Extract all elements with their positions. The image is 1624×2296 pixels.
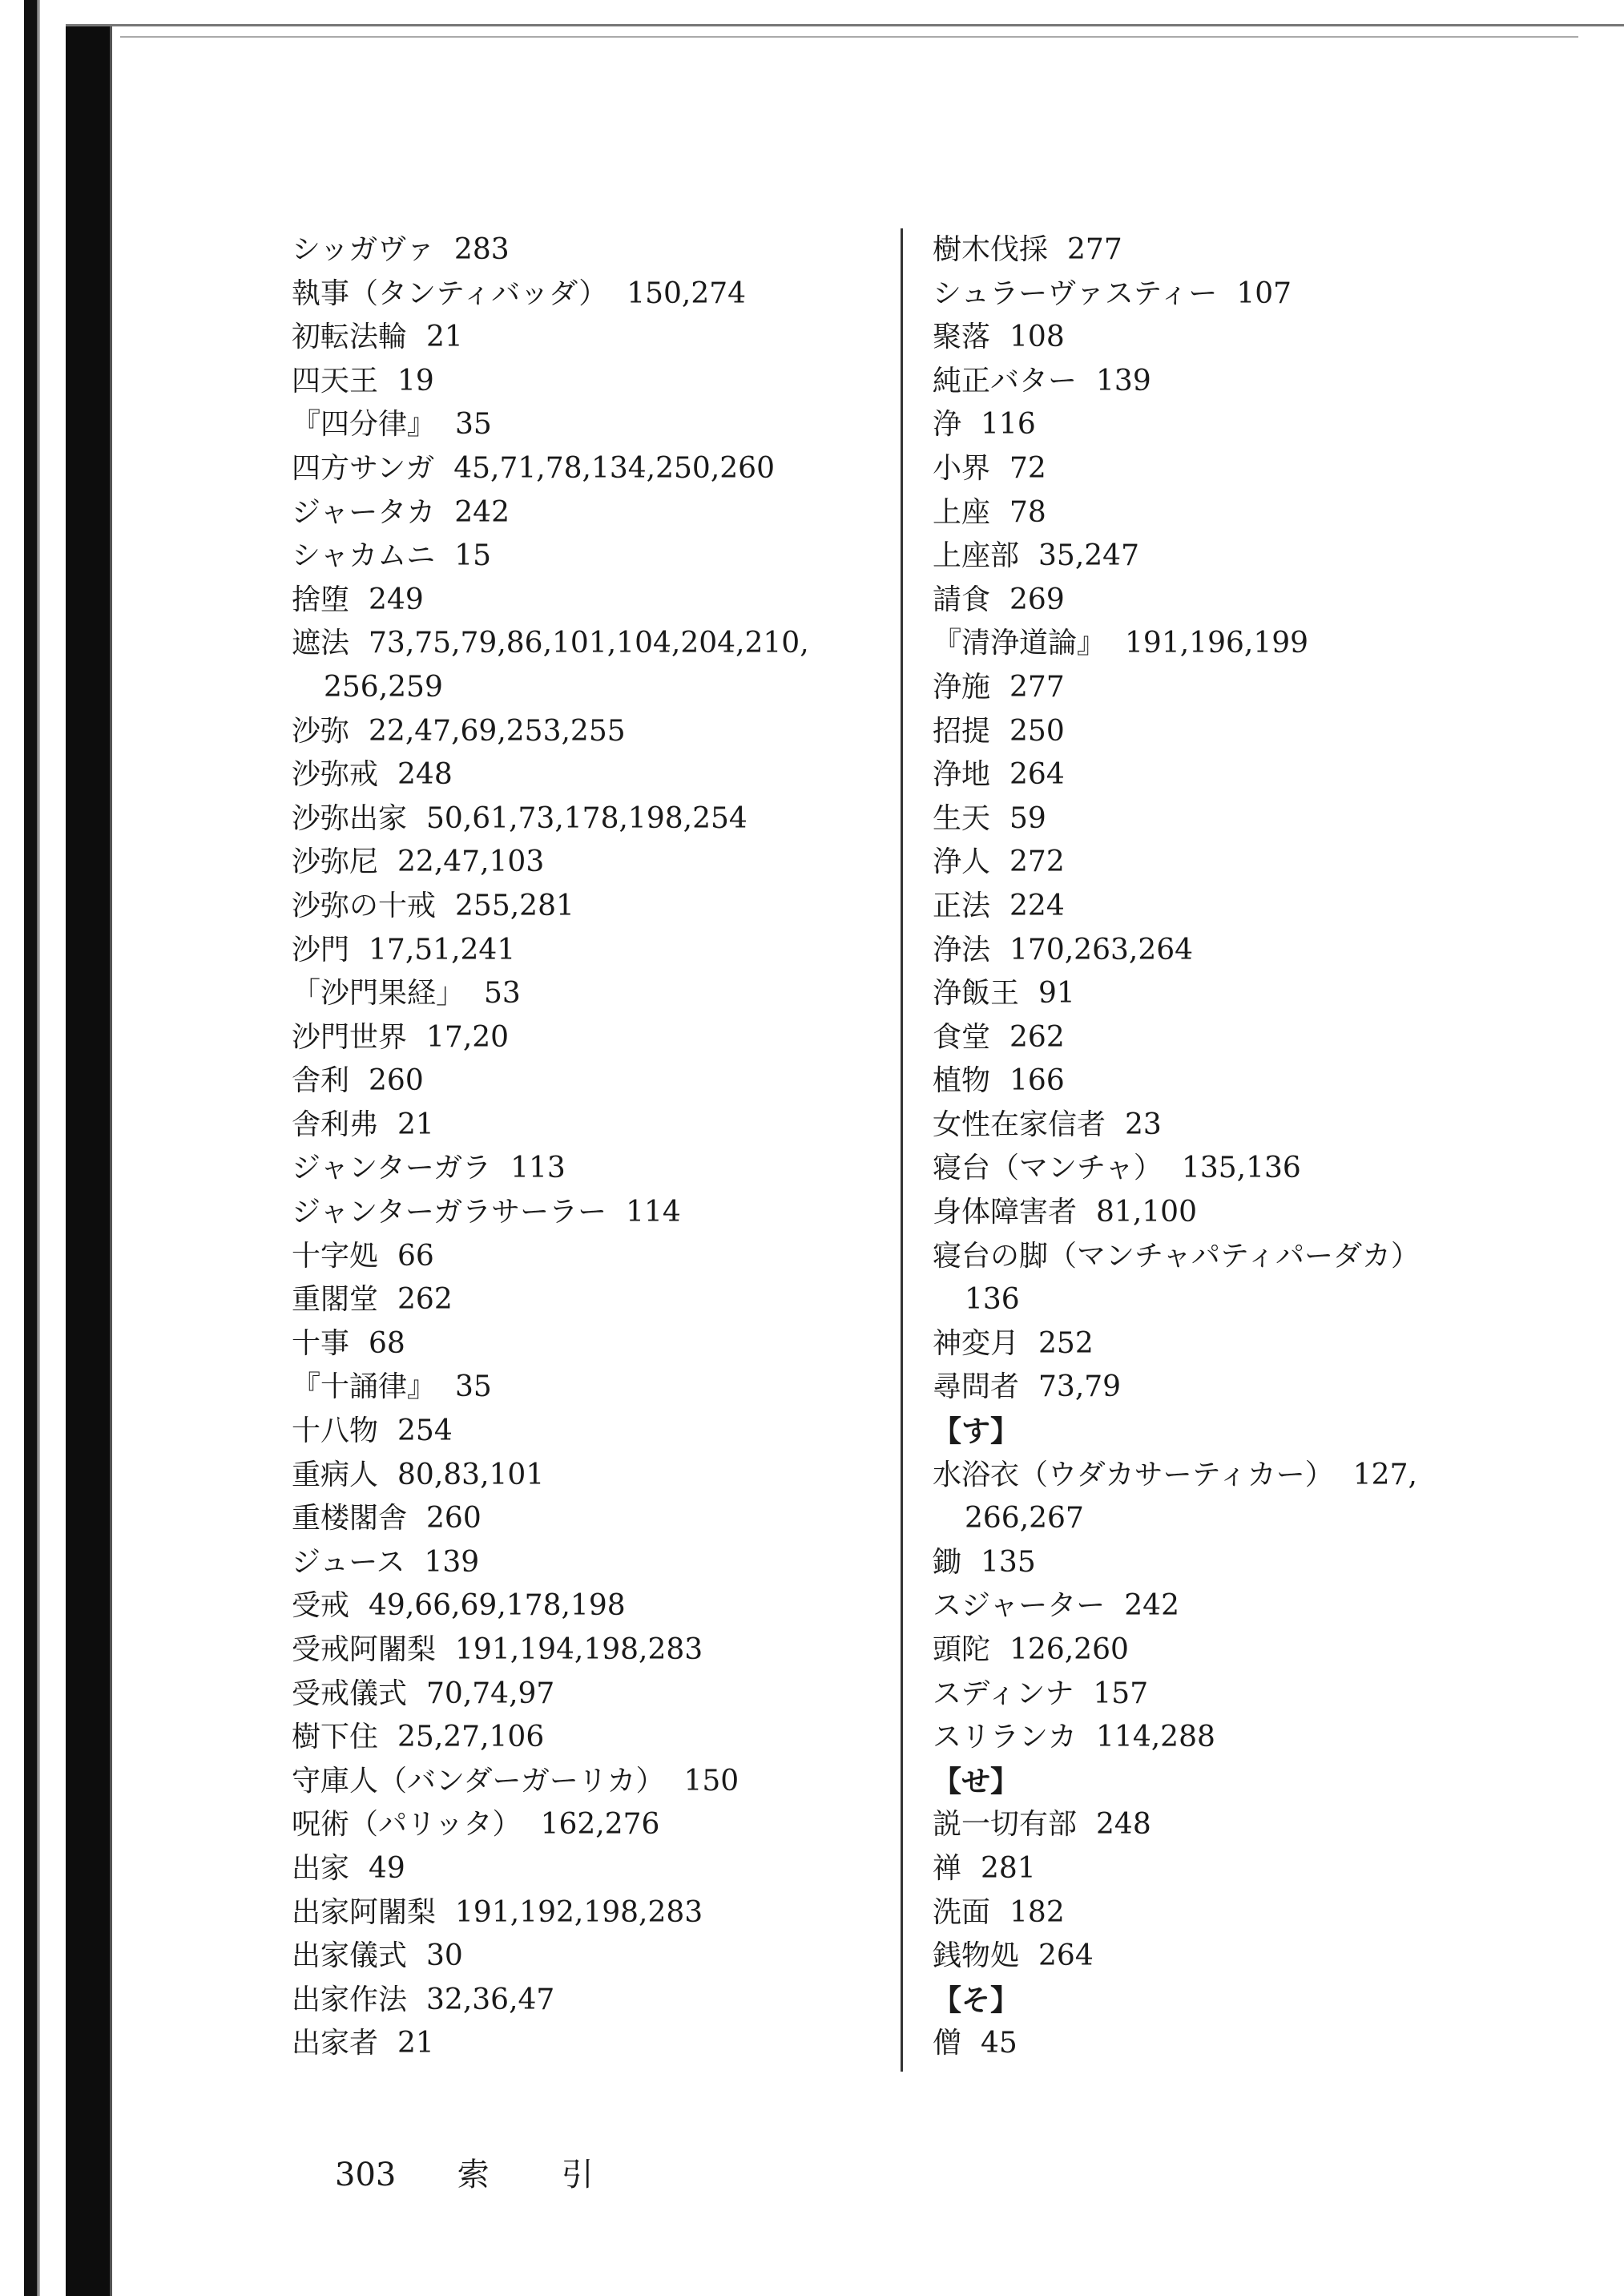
index-term: 僧: [933, 2027, 962, 2060]
index-term: 招提: [933, 714, 991, 748]
index-pages-continued: 256,259: [324, 670, 443, 704]
index-entry: [292, 1541, 868, 1585]
index-term: ジャンターガラサーラー: [292, 1196, 607, 1229]
index-term: 身体障害者: [933, 1196, 1078, 1229]
index-entry: [292, 316, 868, 360]
index-pages: 127,: [1352, 1458, 1417, 1491]
index-pages: 264: [1009, 758, 1065, 792]
index-entry: [933, 535, 1461, 579]
index-entry: [292, 1235, 868, 1279]
index-entry: [933, 1059, 1461, 1104]
index-term: スリランカ: [933, 1721, 1078, 1754]
index-pages-continued: 266,267: [965, 1502, 1084, 1535]
index-term: 遮法: [292, 627, 350, 660]
index-pages: 248: [1096, 1808, 1151, 1842]
index-pages: 272: [1009, 845, 1065, 879]
index-entry: [933, 885, 1461, 929]
index-entry: [933, 403, 1461, 447]
index-term: 重楼閣舎: [292, 1502, 408, 1535]
running-footer-label: 索引: [457, 2157, 666, 2193]
index-pages: 283: [453, 233, 510, 266]
index-term: 純正バター: [933, 364, 1078, 397]
index-term: 沙弥戒: [292, 758, 379, 792]
index-term: ジャータカ: [292, 495, 436, 529]
index-section-heading: 【そ】: [933, 1983, 1020, 2017]
index-pages: 49: [369, 1851, 405, 1885]
index-entry: [933, 1147, 1461, 1191]
index-pages: 166: [1009, 1064, 1065, 1098]
index-entry: [933, 753, 1461, 797]
index-term: 沙弥出家: [292, 801, 408, 835]
page-gutter: [66, 24, 110, 2296]
index-term: 十八物: [292, 1414, 379, 1448]
index-term: 生天: [933, 801, 991, 835]
index-entry: [933, 1541, 1461, 1585]
index-pages: 35: [455, 1370, 492, 1404]
index-pages: 248: [397, 758, 453, 792]
index-entry: [292, 272, 868, 317]
index-term: 頭陀: [933, 1633, 991, 1666]
index-term: 樹下住: [292, 1721, 379, 1754]
page-top-edge: [66, 24, 1624, 26]
index-pages: 250: [1009, 714, 1065, 748]
index-pages-continued: 136: [965, 1283, 1020, 1317]
index-term: 聚落: [933, 321, 991, 354]
index-term: 受戒: [292, 1589, 350, 1623]
index-entry: [933, 1716, 1461, 1760]
index-entry: [292, 1497, 868, 1541]
index-pages: 30: [426, 1939, 463, 1973]
index-term: 説一切有部: [933, 1808, 1078, 1842]
index-entry: [292, 403, 868, 447]
index-entry: [292, 1673, 868, 1717]
index-term: 植物: [933, 1064, 991, 1098]
index-term: 小界: [933, 451, 991, 485]
index-term: シッガヴァ: [292, 233, 435, 266]
index-entry: [933, 1322, 1461, 1366]
index-term: 『清浄道論』: [933, 627, 1106, 660]
index-entry: [292, 2022, 868, 2066]
binding-edge: [24, 0, 37, 2296]
index-term: スジャーター: [933, 1589, 1106, 1623]
index-term: 出家作法: [292, 1983, 408, 2016]
index-entry: [933, 1628, 1461, 1673]
index-entry: [933, 1454, 1461, 1498]
index-term: 洗面: [933, 1895, 991, 1929]
index-entry: [292, 972, 868, 1016]
index-entry: [933, 447, 1461, 491]
index-entry: [933, 1673, 1461, 1717]
index-entry: [933, 666, 1461, 710]
index-term: 舎利弗: [292, 1108, 379, 1141]
index-entry: [292, 1979, 868, 2023]
index-entry: [933, 1235, 1461, 1279]
index-entry: [292, 1016, 868, 1060]
index-term: 『四分律』: [292, 408, 437, 442]
index-entry: [292, 1454, 868, 1498]
index-pages: 264: [1038, 1939, 1094, 1973]
index-pages: 72: [1009, 451, 1046, 485]
index-pages: 21: [397, 2027, 434, 2060]
index-pages: 22,47,69,253,255: [369, 714, 626, 748]
index-entry: [292, 1410, 868, 1454]
index-entry: [292, 535, 868, 579]
index-term: 「沙門果経」: [292, 977, 465, 1011]
index-term: 守庫人（バンダーガーリカ）: [292, 1764, 665, 1798]
index-pages: 269: [1009, 583, 1065, 616]
index-term: 執事（タンティバッダ）: [292, 276, 608, 310]
index-entry: [292, 1191, 868, 1235]
index-term: 請食: [933, 583, 991, 616]
index-entry: [933, 1847, 1461, 1891]
index-term: 浄法: [933, 933, 991, 966]
index-pages: 15: [454, 539, 492, 573]
index-term: 出家阿闍梨: [292, 1895, 437, 1929]
index-pages: 135: [981, 1545, 1036, 1579]
index-pages: 68: [369, 1326, 405, 1360]
index-pages: 191,192,198,283: [455, 1895, 703, 1929]
index-entry: [933, 360, 1461, 404]
index-pages: 114: [626, 1196, 681, 1229]
index-term: 舎利: [292, 1064, 350, 1098]
index-term: 正法: [933, 889, 991, 922]
index-term: 沙弥: [292, 714, 350, 748]
index-entry: [292, 841, 868, 885]
index-term: 出家儀式: [292, 1939, 408, 1973]
index-term: 十事: [292, 1326, 350, 1360]
index-entry: [933, 228, 1461, 272]
index-pages: 70,74,97: [426, 1677, 555, 1710]
index-term: 食堂: [933, 1020, 991, 1054]
index-term: 水浴衣（ウダカサーティカー）: [933, 1458, 1334, 1491]
index-term: 浄人: [933, 845, 991, 879]
index-term: 重病人: [292, 1458, 379, 1491]
index-entry: [933, 1104, 1461, 1148]
index-pages: 262: [1009, 1020, 1065, 1054]
index-section-heading: 【せ】: [933, 1764, 1020, 1798]
index-pages: 277: [1009, 670, 1065, 704]
index-term: シュラーヴァスティー: [933, 276, 1218, 310]
index-entry: [292, 1584, 868, 1628]
index-term: 『十誦律』: [292, 1370, 437, 1404]
index-pages: 281: [981, 1851, 1036, 1885]
index-term: 神変月: [933, 1326, 1020, 1360]
index-pages: 80,83,101: [397, 1458, 545, 1491]
index-entry: [292, 1278, 868, 1322]
index-term: 沙門: [292, 933, 350, 966]
index-column-left: [292, 228, 868, 2066]
index-pages: 191,196,199: [1125, 627, 1309, 660]
index-term: 初転法輪: [292, 321, 408, 354]
index-entry: [933, 1891, 1461, 1935]
index-term: 上座: [933, 495, 991, 529]
index-pages: 182: [1009, 1895, 1065, 1929]
index-pages: 22,47,103: [397, 845, 545, 879]
index-term: 重閣堂: [292, 1283, 379, 1317]
index-pages: 17,20: [426, 1020, 510, 1054]
index-pages: 73,75,79,86,101,104,204,210,: [369, 627, 809, 660]
index-pages: 242: [454, 495, 510, 529]
index-pages: 23: [1125, 1108, 1162, 1141]
index-pages: 113: [510, 1152, 566, 1185]
index-pages: 59: [1009, 801, 1046, 835]
index-term: 十字処: [292, 1239, 379, 1273]
index-pages: 260: [369, 1064, 424, 1098]
index-term: 浄地: [933, 758, 991, 792]
index-term: 沙門世界: [292, 1020, 408, 1054]
index-term: 鋤: [933, 1545, 962, 1579]
index-entry: [292, 579, 868, 623]
index-entry: [933, 710, 1461, 754]
index-term: ジュース: [292, 1545, 405, 1579]
index-pages: 150,274: [627, 276, 747, 310]
index-entry: [292, 1891, 868, 1935]
index-term: 浄施: [933, 670, 991, 704]
index-entry: [292, 1322, 868, 1366]
index-pages: 277: [1067, 233, 1122, 266]
index-entry: [292, 797, 868, 841]
index-term: 寝台の脚（マンチャパティパーダカ）: [933, 1239, 1420, 1273]
index-entry: [292, 1628, 868, 1673]
index-entry: [933, 1935, 1461, 1979]
index-entry: [292, 491, 868, 535]
index-pages: 108: [1009, 321, 1065, 354]
index-pages: 170,263,264: [1009, 933, 1194, 966]
index-entry: [292, 1716, 868, 1760]
index-entry: [933, 622, 1461, 666]
index-pages: 35,247: [1038, 539, 1139, 573]
index-pages: 262: [397, 1283, 453, 1317]
index-pages: 150: [683, 1764, 739, 1798]
index-entry: [292, 1104, 868, 1148]
index-pages: 49,66,69,178,198: [369, 1589, 626, 1623]
index-pages: 53: [484, 977, 521, 1011]
index-pages: 81,100: [1096, 1196, 1197, 1229]
index-term: 銭物処: [933, 1939, 1020, 1973]
index-entry: [933, 579, 1461, 623]
index-pages: 73,79: [1038, 1370, 1122, 1404]
index-pages: 21: [426, 321, 463, 354]
index-entry: [292, 753, 868, 797]
index-pages: 35: [455, 408, 492, 442]
index-pages: 32,36,47: [426, 1983, 555, 2016]
index-term: 浄: [933, 408, 962, 442]
index-pages: 139: [424, 1545, 480, 1579]
index-term: 受戒阿闍梨: [292, 1633, 437, 1666]
index-entry: [933, 2022, 1461, 2066]
page-gutter-edge: [110, 24, 112, 2296]
index-entry: [933, 1016, 1461, 1060]
index-entry: [933, 316, 1461, 360]
index-pages: 107: [1236, 276, 1292, 310]
index-entry: [292, 447, 868, 491]
index-term: 樹木伐採: [933, 233, 1049, 266]
index-section-heading: 【す】: [933, 1414, 1020, 1449]
index-entry: [933, 491, 1461, 535]
index-entry: [292, 929, 868, 973]
index-term: 浄飯王: [933, 977, 1020, 1011]
index-term: 上座部: [933, 539, 1020, 573]
index-pages: 260: [426, 1502, 482, 1535]
index-term: 四天王: [292, 364, 379, 397]
index-entry: [933, 1803, 1461, 1847]
index-column-right: [933, 228, 1461, 2066]
index-pages: 114,288: [1096, 1721, 1215, 1754]
index-entry: [933, 841, 1461, 885]
index-pages: 78: [1009, 495, 1046, 529]
index-entry: [933, 272, 1461, 317]
index-pages: 254: [397, 1414, 453, 1448]
index-pages: 126,260: [1009, 1633, 1129, 1666]
page-number: 303: [335, 2157, 397, 2193]
index-term: 受戒儀式: [292, 1677, 408, 1710]
index-pages: 116: [981, 408, 1036, 442]
index-entry: [292, 885, 868, 929]
index-entry: [933, 1366, 1461, 1410]
index-entry: [933, 1584, 1461, 1628]
index-pages: 91: [1038, 977, 1075, 1011]
index-entry: [292, 1366, 868, 1410]
index-pages: 19: [397, 364, 434, 397]
index-entry: [933, 797, 1461, 841]
index-pages: 252: [1038, 1326, 1094, 1360]
index-term: スディンナ: [933, 1677, 1074, 1710]
index-pages: 17,51,241: [369, 933, 516, 966]
index-entry: [292, 228, 868, 272]
index-term: 沙弥尼: [292, 845, 379, 879]
index-pages: 162,276: [540, 1808, 660, 1842]
column-divider: [901, 228, 903, 2072]
index-term: 出家者: [292, 2027, 379, 2060]
index-entry: [292, 1847, 868, 1891]
index-pages: 242: [1124, 1589, 1179, 1623]
index-term: 禅: [933, 1851, 962, 1885]
index-pages: 45: [981, 2027, 1018, 2060]
index-entry: [933, 1191, 1461, 1235]
index-pages: 25,27,106: [397, 1721, 545, 1754]
index-pages: 45,71,78,134,250,260: [453, 451, 775, 485]
index-pages: 224: [1009, 889, 1065, 922]
index-pages: 139: [1096, 364, 1151, 397]
page-top-edge-inner: [120, 36, 1578, 38]
index-entry: [292, 1760, 868, 1804]
index-entry: [933, 929, 1461, 973]
index-pages: 249: [369, 583, 424, 616]
index-pages: 66: [397, 1239, 434, 1273]
index-term: ジャンターガラ: [292, 1152, 492, 1185]
page-footer: [335, 2149, 666, 2195]
index-pages: 135,136: [1181, 1152, 1301, 1185]
index-term: 尋問者: [933, 1370, 1020, 1404]
index-term: 出家: [292, 1851, 350, 1885]
index-pages: 157: [1093, 1677, 1149, 1710]
index-term: 四方サンガ: [292, 451, 435, 485]
index-term: シャカムニ: [292, 539, 436, 573]
index-term: 呪術（パリッタ）: [292, 1808, 522, 1842]
index-term: 女性在家信者: [933, 1108, 1106, 1141]
index-pages: 191,194,198,283: [455, 1633, 703, 1666]
index-entry: [292, 710, 868, 754]
index-term: 沙弥の十戒: [292, 889, 437, 922]
index-term: 捨堕: [292, 583, 350, 616]
index-pages: 255,281: [455, 889, 574, 922]
index-entry: [292, 1147, 868, 1191]
index-entry: [933, 972, 1461, 1016]
index-pages: 50,61,73,178,198,254: [426, 801, 748, 835]
index-entry: [292, 1059, 868, 1104]
binding-shadow: [37, 0, 40, 2296]
index-pages: 21: [397, 1108, 434, 1141]
index-entry: [292, 1803, 868, 1847]
index-entry: [292, 360, 868, 404]
index-entry: [292, 1935, 868, 1979]
index-term: 寝台（マンチャ）: [933, 1152, 1163, 1185]
index-entry: [292, 622, 868, 666]
